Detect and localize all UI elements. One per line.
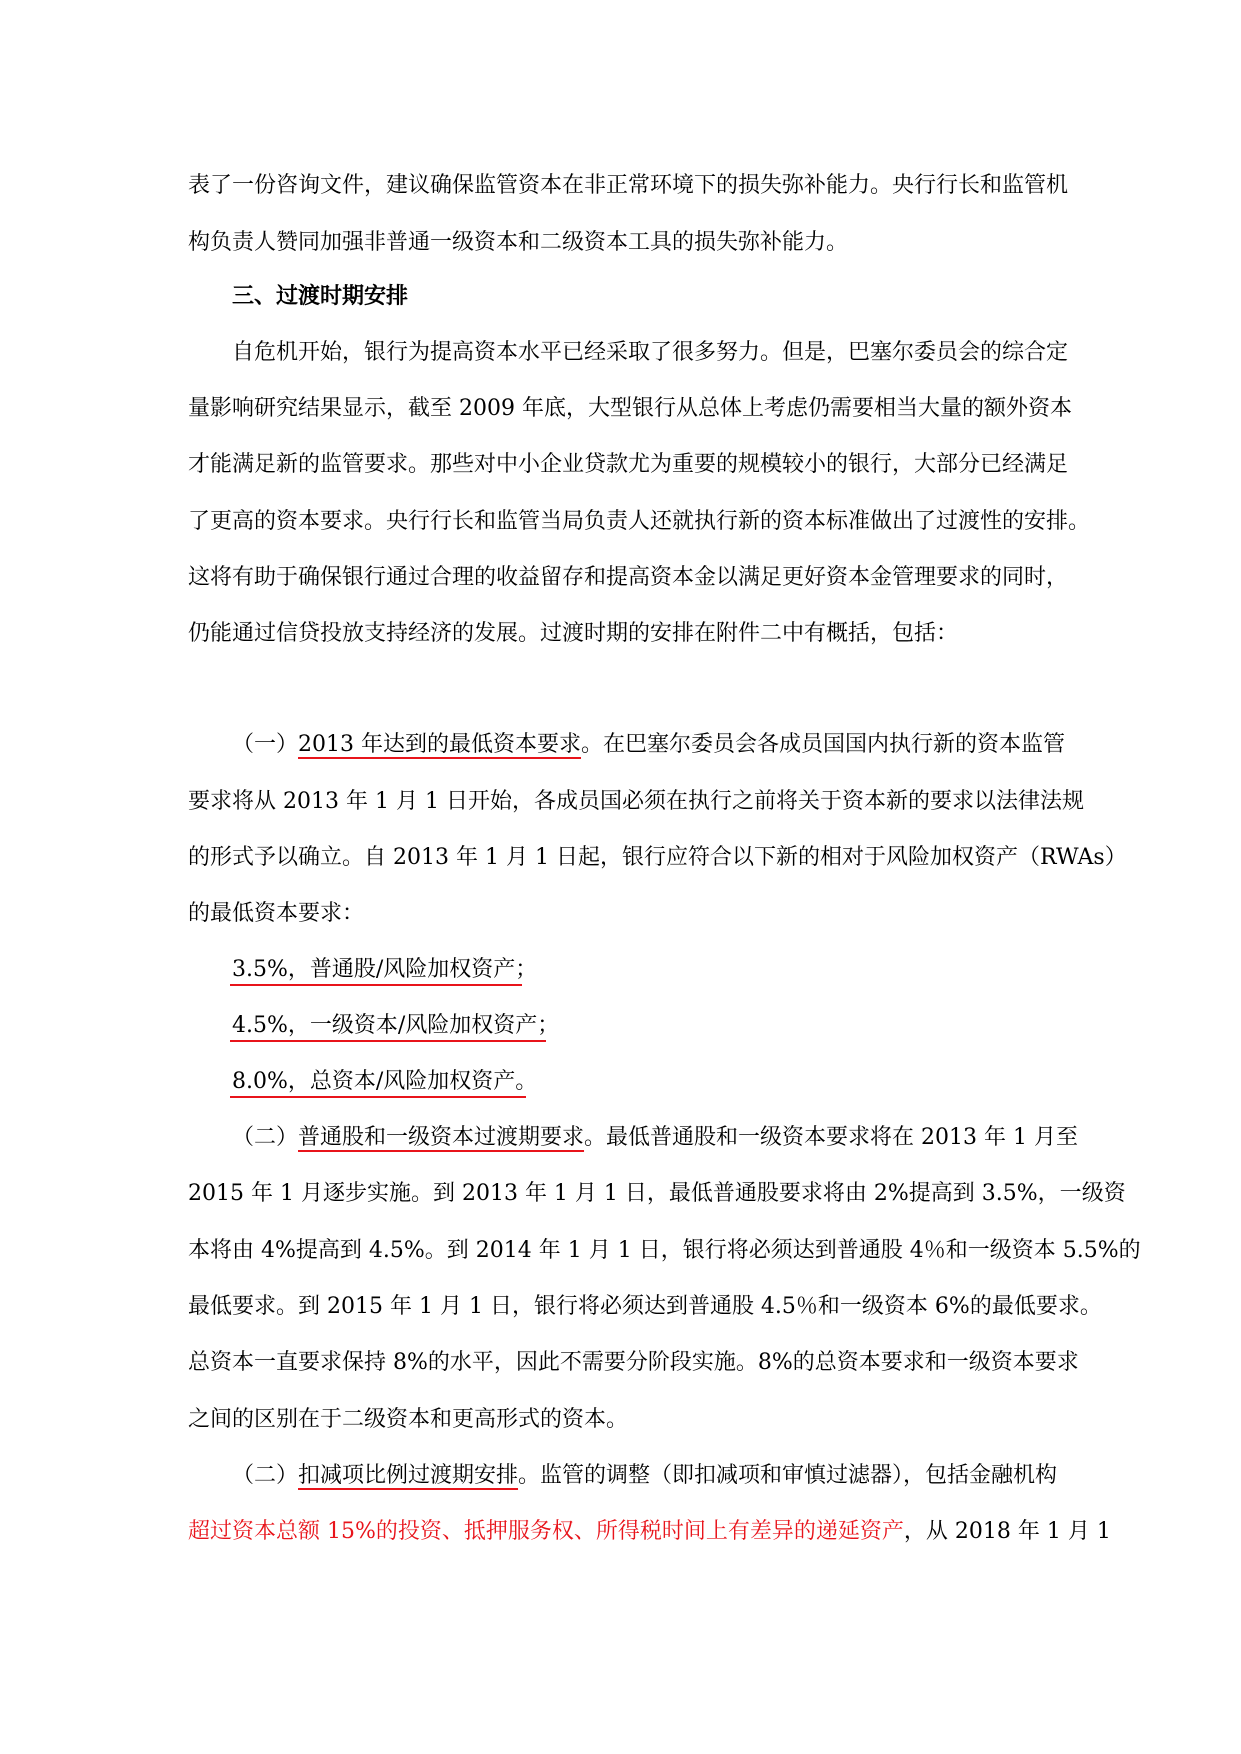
body-line: 自危机开始，银行为提高资本水平已经采取了很多努力。但是，巴塞尔委员会的综合定 [232,340,1069,365]
subsection-3-second-line [188,1510,1111,1554]
ratio-item: 8.0%，总资本/风险加权资产。 [232,1069,538,1094]
subsection-3-first-line [232,1454,1058,1498]
subsection-1-rest: 。在巴塞尔委员会各成员国国内执行新的资本监管 [581,732,1066,757]
subsection-prefix: （一） [232,732,299,757]
subsection-1-title: 2013 年达到的最低资本要求 [298,732,581,757]
subsection-3-rest: 。监管的调整（即扣减项和审慎过滤器），包括金融机构 [518,1463,1058,1488]
body-line: 量影响研究结果显示，截至 2009 年底，大型银行从总体上考虑仍需要相当大量的额外资本 [188,396,1072,421]
body-line: 本将由 4%提高到 4.5%。到 2014 年 1 月 1 日，银行将必须达到普通股 4％和一级资本 5.5%的 [188,1238,1141,1263]
body-line: 总资本一直要求保持 8%的水平，因此不需要分阶段实施。8%的总资本要求和一级资本要求 [188,1350,1079,1375]
section-heading: 三、过渡时期安排 [232,283,409,309]
red-underline [230,1040,546,1042]
body-line: 表了一份咨询文件，建议确保监管资本在非正常环境下的损失弥补能力。央行行长和监管机 [188,173,1069,198]
body-line: 了更高的资本要求。央行行长和监管当局负责人还就执行新的资本标准做出了过渡性的安排。 [188,509,1091,534]
body-line: 仍能通过信贷投放支持经济的发展。过渡时期的安排在附件二中有概括，包括： [188,621,959,646]
subsection-prefix: （二） [232,1125,299,1150]
red-underline [230,984,522,986]
highlighted-red-text: 超过资本总额 15%的投资、抵押服务权、所得税时间上有差异的递延资产 [188,1519,904,1544]
ratio-item: 4.5%，一级资本/风险加权资产； [232,1013,560,1038]
subsection-2-first-line [232,1116,1078,1160]
body-line: 2015 年 1 月逐步实施。到 2013 年 1 月 1 日，最低普通股要求将由 2%提高到 3.5%，一级资 [188,1181,1126,1206]
body-line: 的最低资本要求： [188,901,365,926]
red-underline [230,1096,526,1098]
body-line: 的形式予以确立。自 2013 年 1 月 1 日起，银行应符合以下新的相对于风险加权资产（RWAs） [188,845,1127,870]
subsection-1-first-line [232,723,1066,767]
body-line: 最低要求。到 2015 年 1 月 1 日，银行将必须达到普通股 4.5％和一级资本 6%的最低要求。 [188,1294,1102,1319]
body-line: 之间的区别在于二级资本和更高形式的资本。 [188,1407,629,1432]
body-line: 构负责人赞同加强非普通一级资本和二级资本工具的损失弥补能力。 [188,230,849,255]
subsection-2-rest: 。最低普通股和一级资本要求将在 2013 年 1 月至 [584,1125,1078,1150]
subsection-prefix: （二） [232,1463,299,1488]
body-line: 要求将从 2013 年 1 月 1 日开始，各成员国必须在执行之前将关于资本新的要求以法律法规 [188,789,1084,814]
subsection-2-title: 普通股和一级资本过渡期要求 [298,1125,585,1150]
subsection-3-tail: ，从 2018 年 1 月 1 [903,1519,1111,1544]
body-line: 才能满足新的监管要求。那些对中小企业贷款尤为重要的规模较小的银行，大部分已经满足 [188,452,1069,477]
body-line: 这将有助于确保银行通过合理的收益留存和提高资本金以满足更好资本金管理要求的同时， [188,565,1069,590]
subsection-3-title: 扣减项比例过渡期安排 [298,1463,519,1488]
ratio-item: 3.5%，普通股/风险加权资产； [232,957,538,982]
